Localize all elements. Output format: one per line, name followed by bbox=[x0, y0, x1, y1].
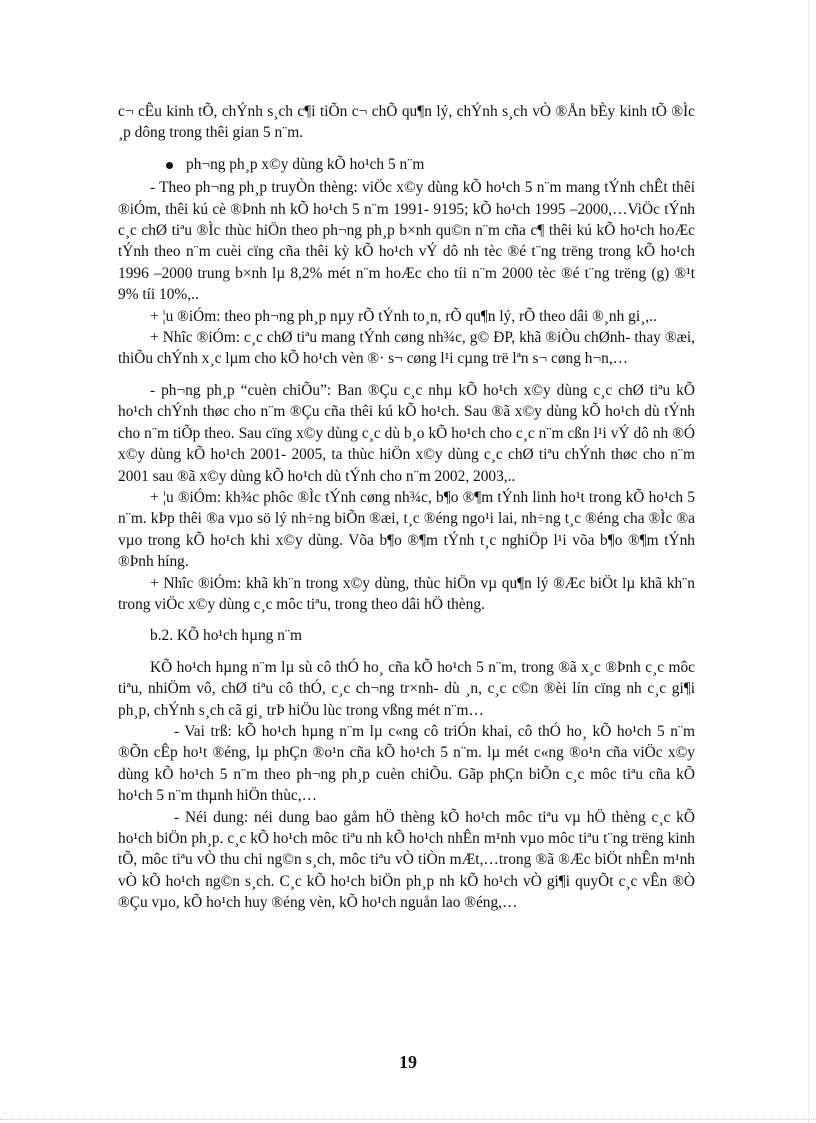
paragraph: - Néi dung: néi dung bao gåm hÖ thèng kÕ ho¹ch môc tiªu vµ hÖ thèng c¸c kÕ ho¹ch biÖn ph¸p. c¸c kÕ ho¹ch môc tiªu nh kÕ ho¹ch nhÊn m¹nh vµo môc tiªu t¨ng trëng kinh tÕ, môc tiªu vÒ thu chi ng©n s¸ch, môc tiªu vÒ tiÒn mÆt,…trong ®ã ®Æc biÖt nhÊn m¹nh vÒ kÕ ho¹ch ng©n s¸ch. C¸c kÕ ho¹ch biÖn ph¸p nh kÕ ho¹ch vÒ gi¶i quyÕt c¸c vÊn ®Ò ®Çu vµo, kÕ ho¹ch huy ®éng vèn, kÕ ho¹ch nguån lao ®éng,… bbox=[118, 808, 695, 912]
paragraph: KÕ ho¹ch hµng n¨m lµ sù cô thÓ ho¸ cña kÕ ho¹ch 5 n¨m, trong ®ã x¸c ®Þnh c¸c môc tiªu, nhiÖm vô, chØ tiªu cô thÓ, c¸c ch¬ng tr×nh- dù ¸n, c¸c c©n ®èi lín cïng nh c¸c gi¶i ph¸p, chÝnh s¸ch cã gi¸ trÞ hiÖu lùc trong vßng mét n¨m… bbox=[118, 658, 695, 719]
section-heading: b.2. KÕ ho¹ch hµng n¨m bbox=[150, 627, 302, 645]
paragraph: + Nhîc ®iÓm: c¸c chØ tiªu mang tÝnh cøng nh¾c, g© ÐP, khã ®iÒu chØnh- thay ®æi, thiÕu chÝnh x¸c lµm cho kÕ ho¹ch vèn ®· s¬ cøng l¹i cµng trë lªn s¬ cøng h¬n,… bbox=[118, 329, 695, 368]
bullet-text: ph¬ng ph¸p x©y dùng kÕ ho¹ch 5 n¨m bbox=[186, 155, 425, 173]
paragraph: - Theo ph¬ng ph¸p truyÒn thèng: viÖc x©y dùng kÕ ho¹ch 5 n¨m mang tÝnh chÊt thêi ®iÓm, thêi kú cè ®Þnh nh kÕ ho¹ch 5 n¨m 1991- 9195; kÕ ho¹ch 1995 –2000,…ViÖc tÝnh c¸c chØ tiªu ®Ìc thùc hiÖn theo ph¬ng ph¸p b×nh qu©n n¨m cña c¶ thêi kú kÕ ho¹ch hoÆc tÝnh theo n¨m cuèi cïng cña thêi kỳ kÕ ho¹ch vÝ dô nh tèc ®é t¨ng trëng trong kÕ ho¹ch 1996 –2000 trung b×nh lµ 8,2% mét n¨m hoÆc cho tíi n¨m 2000 tèc ®é t¨ng trëng (g) ®¹t 9% tíi 10%,.. bbox=[118, 179, 695, 304]
paragraph: c¬ cÊu kinh tÕ, chÝnh s¸ch c¶i tiÕn c¬ chÕ qu¶n lý, chÝnh s¸ch vÒ ®Ån bÈy kinh tÕ ®Ìc ¸p dông trong thêi gian 5 n¨m. bbox=[118, 103, 695, 142]
paragraph: - Vai trß: kÕ ho¹ch hµng n¨m lµ c«ng cô triÓn khai, cô thÓ ho¸ kÕ ho¹ch 5 n¨m ®Õn cÊp ho¹t ®éng, lµ phÇn ®o¹n cña kÕ ho¹ch 5 n¨m. lµ mét c«ng ®o¹n cña viÖc x©y dùng kÕ ho¹ch 5 n¨m theo ph¬ng ph¸p cuèn chiÕu. Gãp phÇn biÕn c¸c môc tiªu cña kÕ ho¹ch 5 n¨m thµnh hiÖn thùc,… bbox=[118, 722, 695, 805]
page-bottom-divider bbox=[0, 1119, 816, 1120]
paragraph: + ¦u ®iÓm: theo ph¬ng ph¸p nµy rÕ tÝnh to¸n, rÕ qu¶n lý, rÕ theo dâi ®¸nh gi¸,.. bbox=[150, 307, 657, 325]
paragraph: + Nhîc ®iÓm: khã kh¨n trong x©y dùng, thùc hiÖn vµ qu¶n lý ®Æc biÖt lµ khã kh¨n trong viÖc x©y dùng c¸c môc tiªu, trong theo dâi hÖ thèng. bbox=[118, 574, 695, 613]
page-edge-divider bbox=[808, 0, 809, 1123]
page-number: 19 bbox=[399, 1052, 417, 1072]
paragraph: - ph¬ng ph¸p “cuèn chiÕu”: Ban ®Çu c¸c nhµ kÕ ho¹ch x©y dùng c¸c chØ tiªu kÕ ho¹ch chÝnh thøc cho n¨m ®Çu cña thêi kú kÕ ho¹ch. Sau ®ã x©y dùng kÕ ho¹ch dù tÝnh cho n¨m tiÕp theo. Sau cïng x©y dùng c¸c dù b¸o kÕ ho¹ch cho c¸c n¨m cßn l¹i vÝ dô nh ®Ó x©y dùng kÕ ho¹ch 2001- 2005, ta thùc hiÖn x©y dùng c¸c chØ tiªu chÝnh thøc cho n¨m 2001 sau ®ã x©y dùng kÕ ho¹ch dù tÝnh cho n¨m 2002, 2003,.. bbox=[118, 381, 695, 485]
paragraph: + ¦u ®iÓm: kh¾c phôc ®Ìc tÝnh cøng nh¾c, b¶o ®¶m tÝnh linh ho¹t trong kÕ ho¹ch 5 n¨m. kÞp thêi ®a vµo sö lý nh÷ng biÕn ®æi, t¸c ®éng ngo¹i lai, nh÷ng t¸c ®éng cha ®Ìc ®a vµo trong kÕ ho¹ch khi x©y dùng. Võa b¶o ®¶m tÝnh t¸c nghiÖp l¹i võa b¶o ®¶m tÝnh ®Þnh híng. bbox=[118, 488, 695, 571]
body-text bbox=[118, 101, 695, 914]
bullet-dot-icon bbox=[166, 162, 173, 169]
bullet-item bbox=[118, 154, 695, 175]
